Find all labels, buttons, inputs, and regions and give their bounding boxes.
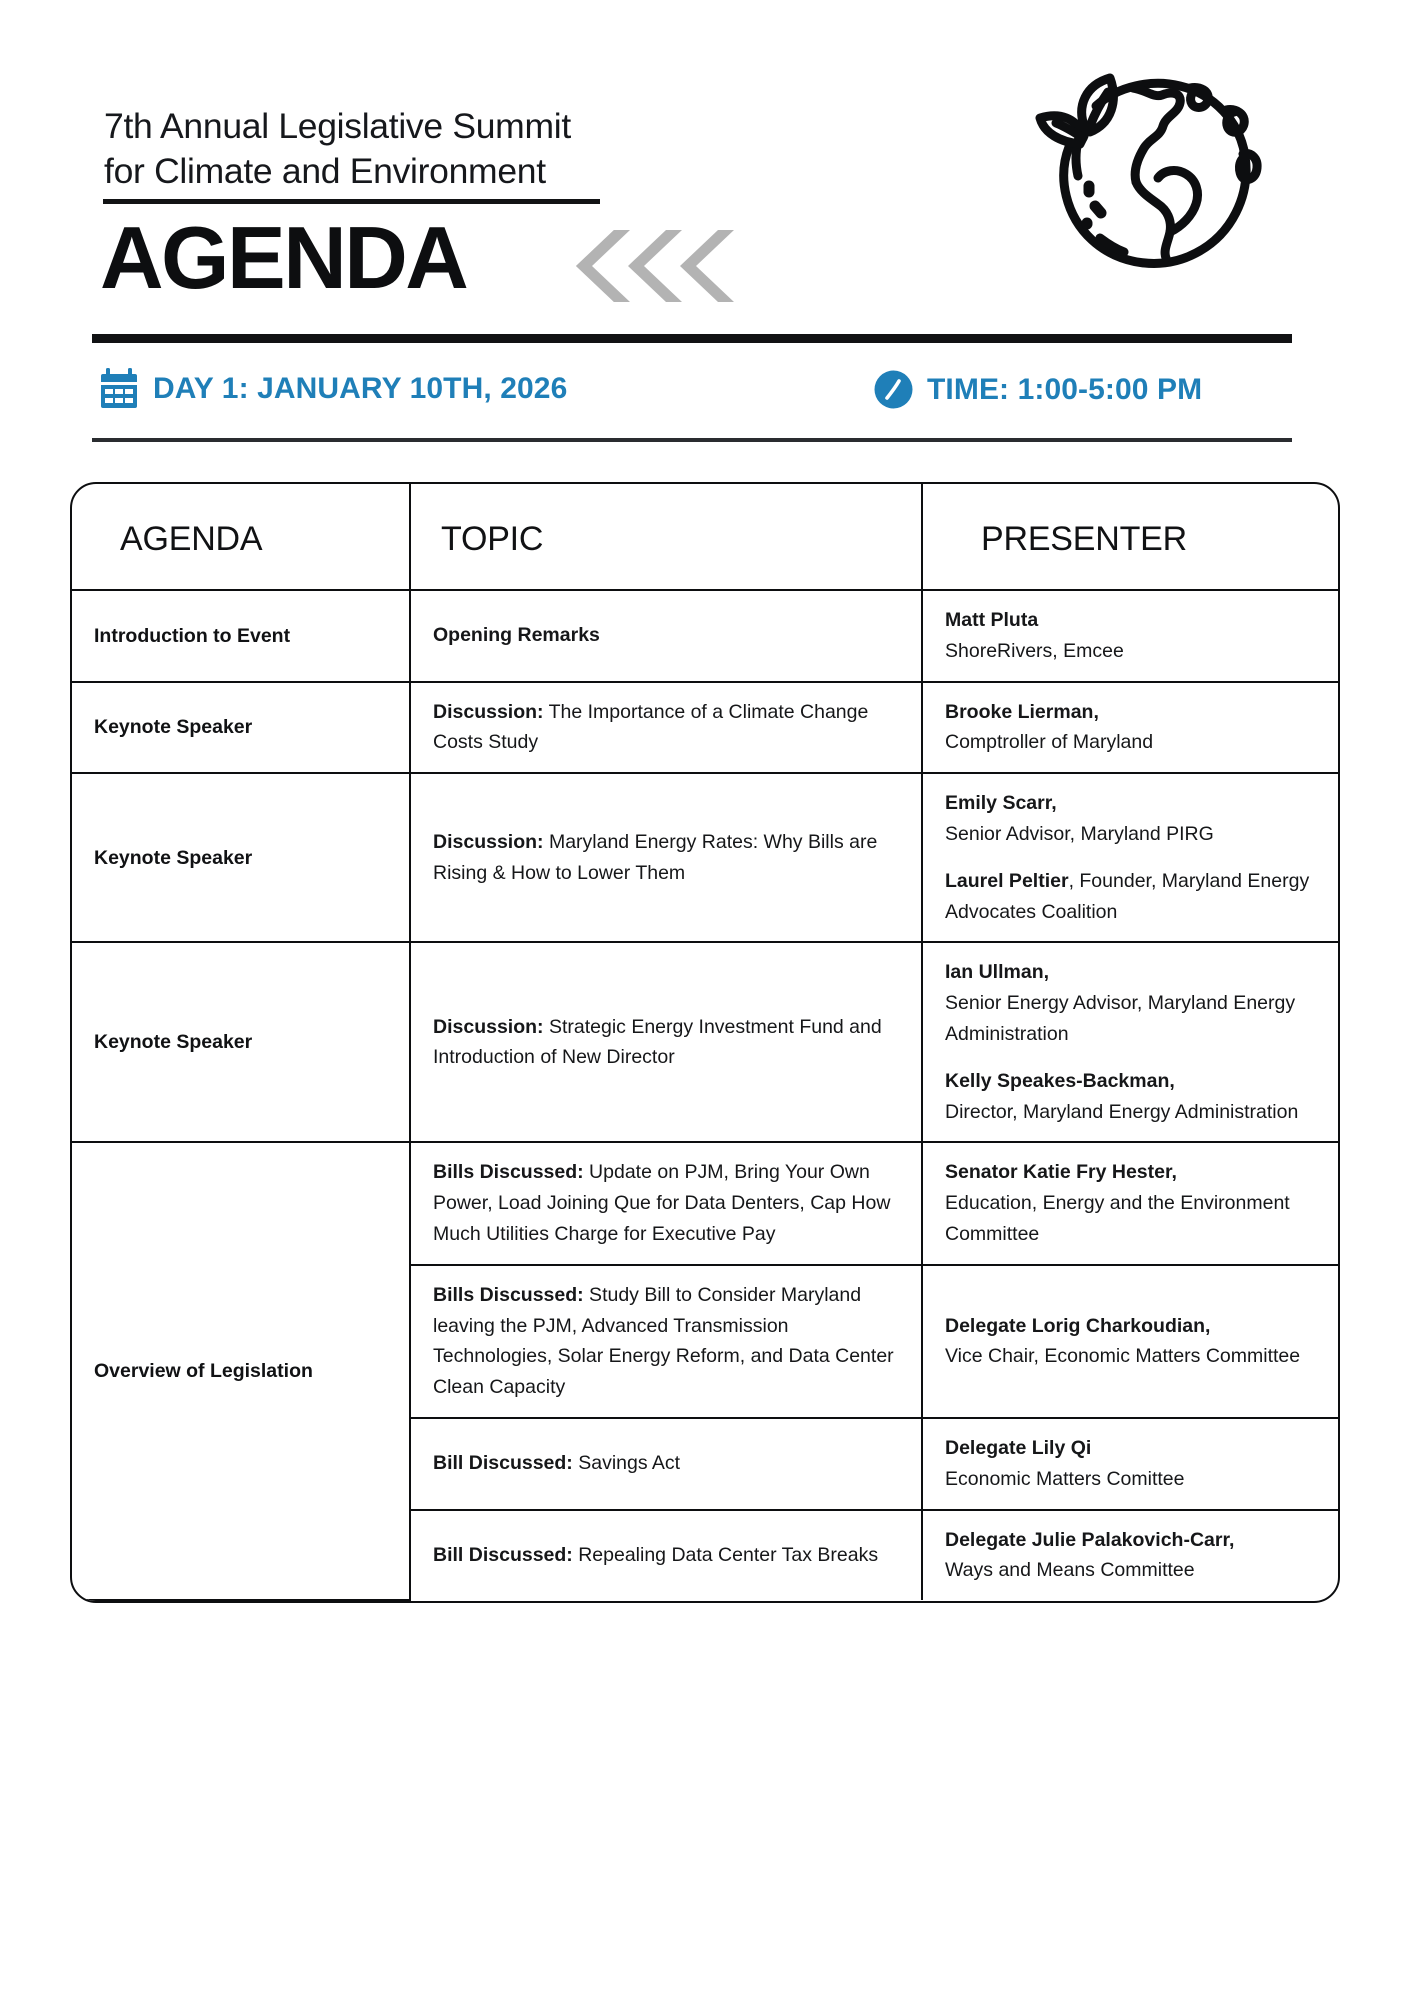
cell-topic [410,1510,922,1601]
table-row [72,1142,1338,1264]
presenter-role: Ways and Means Committee [945,1559,1195,1582]
event-time-label: TIME: 1:00-5:00 PM [927,372,1203,406]
table-row [72,682,1338,774]
event-date-label: DAY 1: JANUARY 10TH, 2026 [153,372,568,405]
presenter-role: Education, Energy and the Environment Committee [945,1192,1290,1245]
globe-leaf-icon [1000,58,1268,273]
cell-presenter [922,682,1338,774]
table-row [72,590,1338,682]
presenter-name: Senator Katie Fry Hester, [945,1161,1177,1184]
topic-label: Bills Discussed: [433,1161,584,1184]
presenter-role: Director, Maryland Energy Administration [945,1100,1299,1123]
presenter-entry [945,1433,1318,1495]
presenter-entry [945,1311,1318,1373]
presenter-name: Laurel Peltier [945,869,1069,892]
topic-text: Repealing Data Center Tax Breaks [572,1543,879,1566]
cell-agenda: Overview of Legislation [72,1142,410,1600]
presenter-entry [945,1066,1318,1128]
topic-text: Maryland Energy Rates: Why Bills are Rising & How to Lower Them [433,830,878,884]
agenda-table [72,484,1338,1601]
event-title [104,104,744,195]
cell-presenter [922,1265,1338,1418]
column-header-agenda: AGENDA [72,484,410,590]
cell-presenter [922,1142,1338,1264]
cell-topic [410,773,922,942]
presenter-role: , Founder, Maryland Energy Advocates Coalition [945,869,1310,923]
agenda-table-container [70,482,1340,1603]
cell-topic [410,942,922,1142]
clock-icon [874,370,913,409]
presenter-role: Economic Matters Comittee [945,1467,1185,1490]
presenter-entry [945,866,1318,928]
topic-text: The Importance of a Climate Change Costs Study [433,700,869,754]
presenter-entry [945,1157,1318,1249]
presenter-role: Senior Energy Advisor, Maryland Energy Administration [945,992,1296,1045]
presenter-name: Delegate Lorig Charkoudian, [945,1314,1211,1337]
presenter-name: Brooke Lierman, [945,700,1099,723]
meta-divider-rule [92,438,1292,442]
cell-agenda: Introduction to Event [72,590,410,682]
topic-label: Bill Discussed: [433,1452,573,1475]
topic-label: Discussion: [433,830,544,853]
presenter-entry [945,1525,1318,1587]
cell-agenda: Keynote Speaker [72,773,410,942]
presenter-name: Ian Ullman, [945,961,1050,984]
presenter-role: Comptroller of Maryland [945,731,1154,754]
cell-agenda: Keynote Speaker [72,942,410,1142]
cell-topic [410,1418,922,1510]
cell-topic [410,1265,922,1418]
topic-label: Discussion: [433,700,544,723]
cell-presenter [922,590,1338,682]
topic-label: Discussion: [433,1015,544,1038]
topic-text: Savings Act [572,1452,681,1475]
event-time-group [874,370,1202,409]
calendar-icon [99,368,139,410]
topic-label: Opening Remarks [433,624,600,647]
column-header-topic: TOPIC [410,484,922,590]
topic-text: Study Bill to Consider Maryland leaving the PJM, Advanced Transmission Technologies, Solar Energy Reform, and Data Center Clean Capacity [433,1283,894,1399]
presenter-entry [945,788,1318,850]
column-header-presenter: PRESENTER [922,484,1338,590]
presenter-entry [945,697,1318,759]
event-title-line-2: for Climate and Environment [104,151,546,192]
cell-topic [410,1142,922,1264]
event-meta-strip [0,368,1414,430]
table-header-row [72,484,1338,590]
cell-topic [410,590,922,682]
presenter-entry [945,605,1318,667]
table-row [72,773,1338,942]
header-divider-rule [92,334,1292,343]
cell-agenda: Keynote Speaker [72,682,410,774]
cell-presenter [922,1510,1338,1601]
presenter-role: Vice Chair, Economic Matters Committee [945,1345,1301,1368]
page-title: AGENDA [100,208,467,307]
cell-presenter [922,1418,1338,1510]
presenter-name: Kelly Speakes-Backman, [945,1069,1175,1092]
topic-label: Bill Discussed: [433,1543,573,1566]
cell-topic [410,682,922,774]
event-date-group [99,368,567,410]
presenter-role: Senior Advisor, Maryland PIRG [945,822,1214,845]
event-title-line-1: 7th Annual Legislative Summit [104,106,571,146]
triple-chevron-left-icon [567,230,739,302]
table-row [72,942,1338,1142]
presenter-entry [945,957,1318,1049]
agenda-table-body [72,590,1338,1600]
topic-text: Strategic Energy Investment Fund and Introduction of New Director [433,1015,882,1069]
agenda-table-head [72,484,1338,590]
topic-label: Bills Discussed: [433,1283,584,1306]
cell-presenter [922,942,1338,1142]
presenter-name: Delegate Lily Qi [945,1436,1092,1459]
presenter-role: ShoreRivers, Emcee [945,639,1124,662]
title-underline-rule [103,199,600,204]
presenter-name: Matt Pluta [945,609,1039,631]
cell-presenter [922,773,1338,942]
presenter-name: Emily Scarr, [945,792,1057,815]
presenter-name: Delegate Julie Palakovich-Carr, [945,1528,1235,1551]
topic-text: Update on PJM, Bring Your Own Power, Load Joining Que for Data Denters, Cap How Much Utilities Charge for Executive Pay [433,1161,891,1245]
